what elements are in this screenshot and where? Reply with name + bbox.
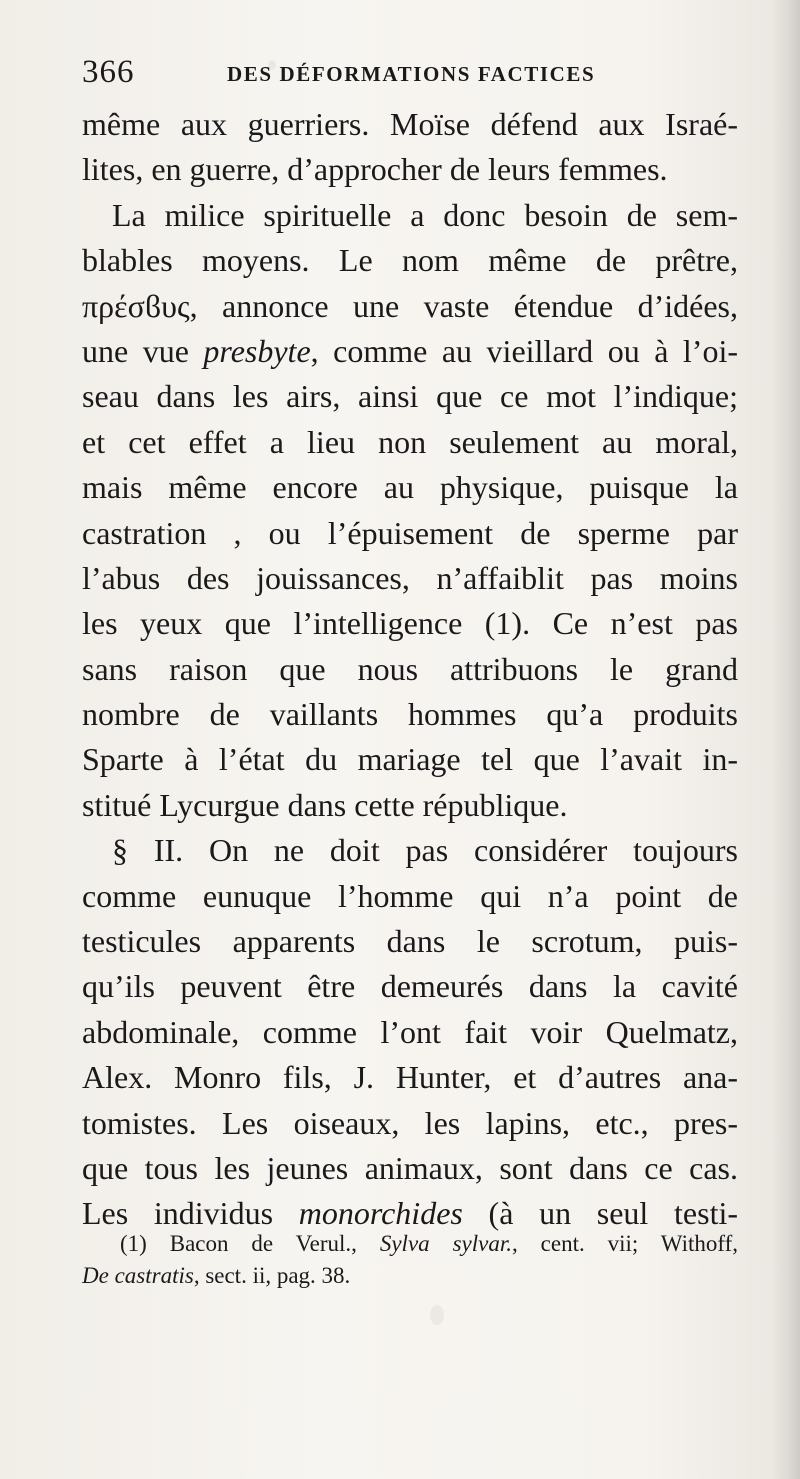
text-run: une vue xyxy=(82,332,204,369)
text-line: sans raison que nous attribuons le grand xyxy=(82,650,738,687)
footnote-italic: Sylva sylvar. xyxy=(379,1231,512,1256)
text-line: stitué Lycurgue dans cette république. xyxy=(82,786,568,823)
text-line: Sparte à l’état du mariage tel que l’avait in- xyxy=(82,741,738,778)
text-line: et cet effet a lieu non seulement au moral, xyxy=(82,423,738,460)
text-run: , comme au vieillard ou à l’oi- xyxy=(310,332,738,369)
running-head: DES DÉFORMATIONS FACTICES xyxy=(227,62,596,86)
text-line: testicules apparents dans le scrotum, puis- xyxy=(82,923,738,960)
text-line xyxy=(82,329,738,374)
page-header xyxy=(82,54,742,94)
text-line: l’abus des jouissances, n’affaiblit pas moins xyxy=(82,559,738,596)
text-line: qu’ils peuvent être demeurés dans la cavité xyxy=(82,968,738,1005)
italic-term: monorchides xyxy=(298,1195,463,1232)
paper-speck xyxy=(268,60,276,70)
text-line: abdominale, comme l’ont fait voir Quelmatz, xyxy=(82,1013,738,1050)
text-run: Les individus xyxy=(82,1195,299,1232)
body-text xyxy=(82,102,738,1237)
footnote-run: , cent. vii; Withoff, xyxy=(511,1231,739,1256)
text-line: seau dans les airs, ainsi que ce mot l’indique; xyxy=(82,378,738,415)
text-line: La milice spirituelle a donc besoin de sem- xyxy=(112,196,738,233)
italic-term: presbyte xyxy=(203,332,311,369)
footnotes xyxy=(82,1228,738,1292)
text-line: même aux guerriers. Moïse défend aux Israé- xyxy=(82,106,738,142)
footnote-run: (1) Bacon de Verul., xyxy=(120,1231,380,1256)
text-line: Alex. Monro fils, J. Hunter, et d’autres ana- xyxy=(82,1059,738,1096)
text-line: πρέσϐυς, annonce une vaste étendue d’idées, xyxy=(82,287,738,324)
text-line: mais même encore au physique, puisque la xyxy=(82,469,738,506)
text-line: les yeux que l’intelligence (1). Ce n’est pas xyxy=(82,605,738,642)
text-run: (à un seul testi- xyxy=(462,1195,739,1232)
footnote-run: , sect. ii, pag. 38. xyxy=(193,1263,351,1288)
text-line: tomistes. Les oiseaux, les lapins, etc., pres- xyxy=(82,1104,738,1141)
footnote-line xyxy=(82,1228,738,1260)
footnote-italic: De castratis xyxy=(82,1263,194,1288)
text-line: blables moyens. Le nom même de prêtre, xyxy=(82,242,738,279)
text-line: comme eunuque l’homme qui n’a point de xyxy=(82,877,738,914)
page-gutter-shadow xyxy=(772,0,800,1479)
section-heading-line: § II. On ne doit pas considérer toujours xyxy=(112,832,738,869)
paper-speck xyxy=(430,1305,444,1325)
text-line: castration , ou l’épuisement de sperme par xyxy=(82,514,738,551)
text-line: que tous les jeunes animaux, sont dans ce cas. xyxy=(82,1149,738,1186)
text-line: lites, en guerre, d’approcher de leurs femmes. xyxy=(82,151,668,188)
text-line: nombre de vaillants hommes qu’a produits xyxy=(82,696,738,733)
footnote-line xyxy=(82,1260,738,1292)
page-number: 366 xyxy=(82,54,135,90)
